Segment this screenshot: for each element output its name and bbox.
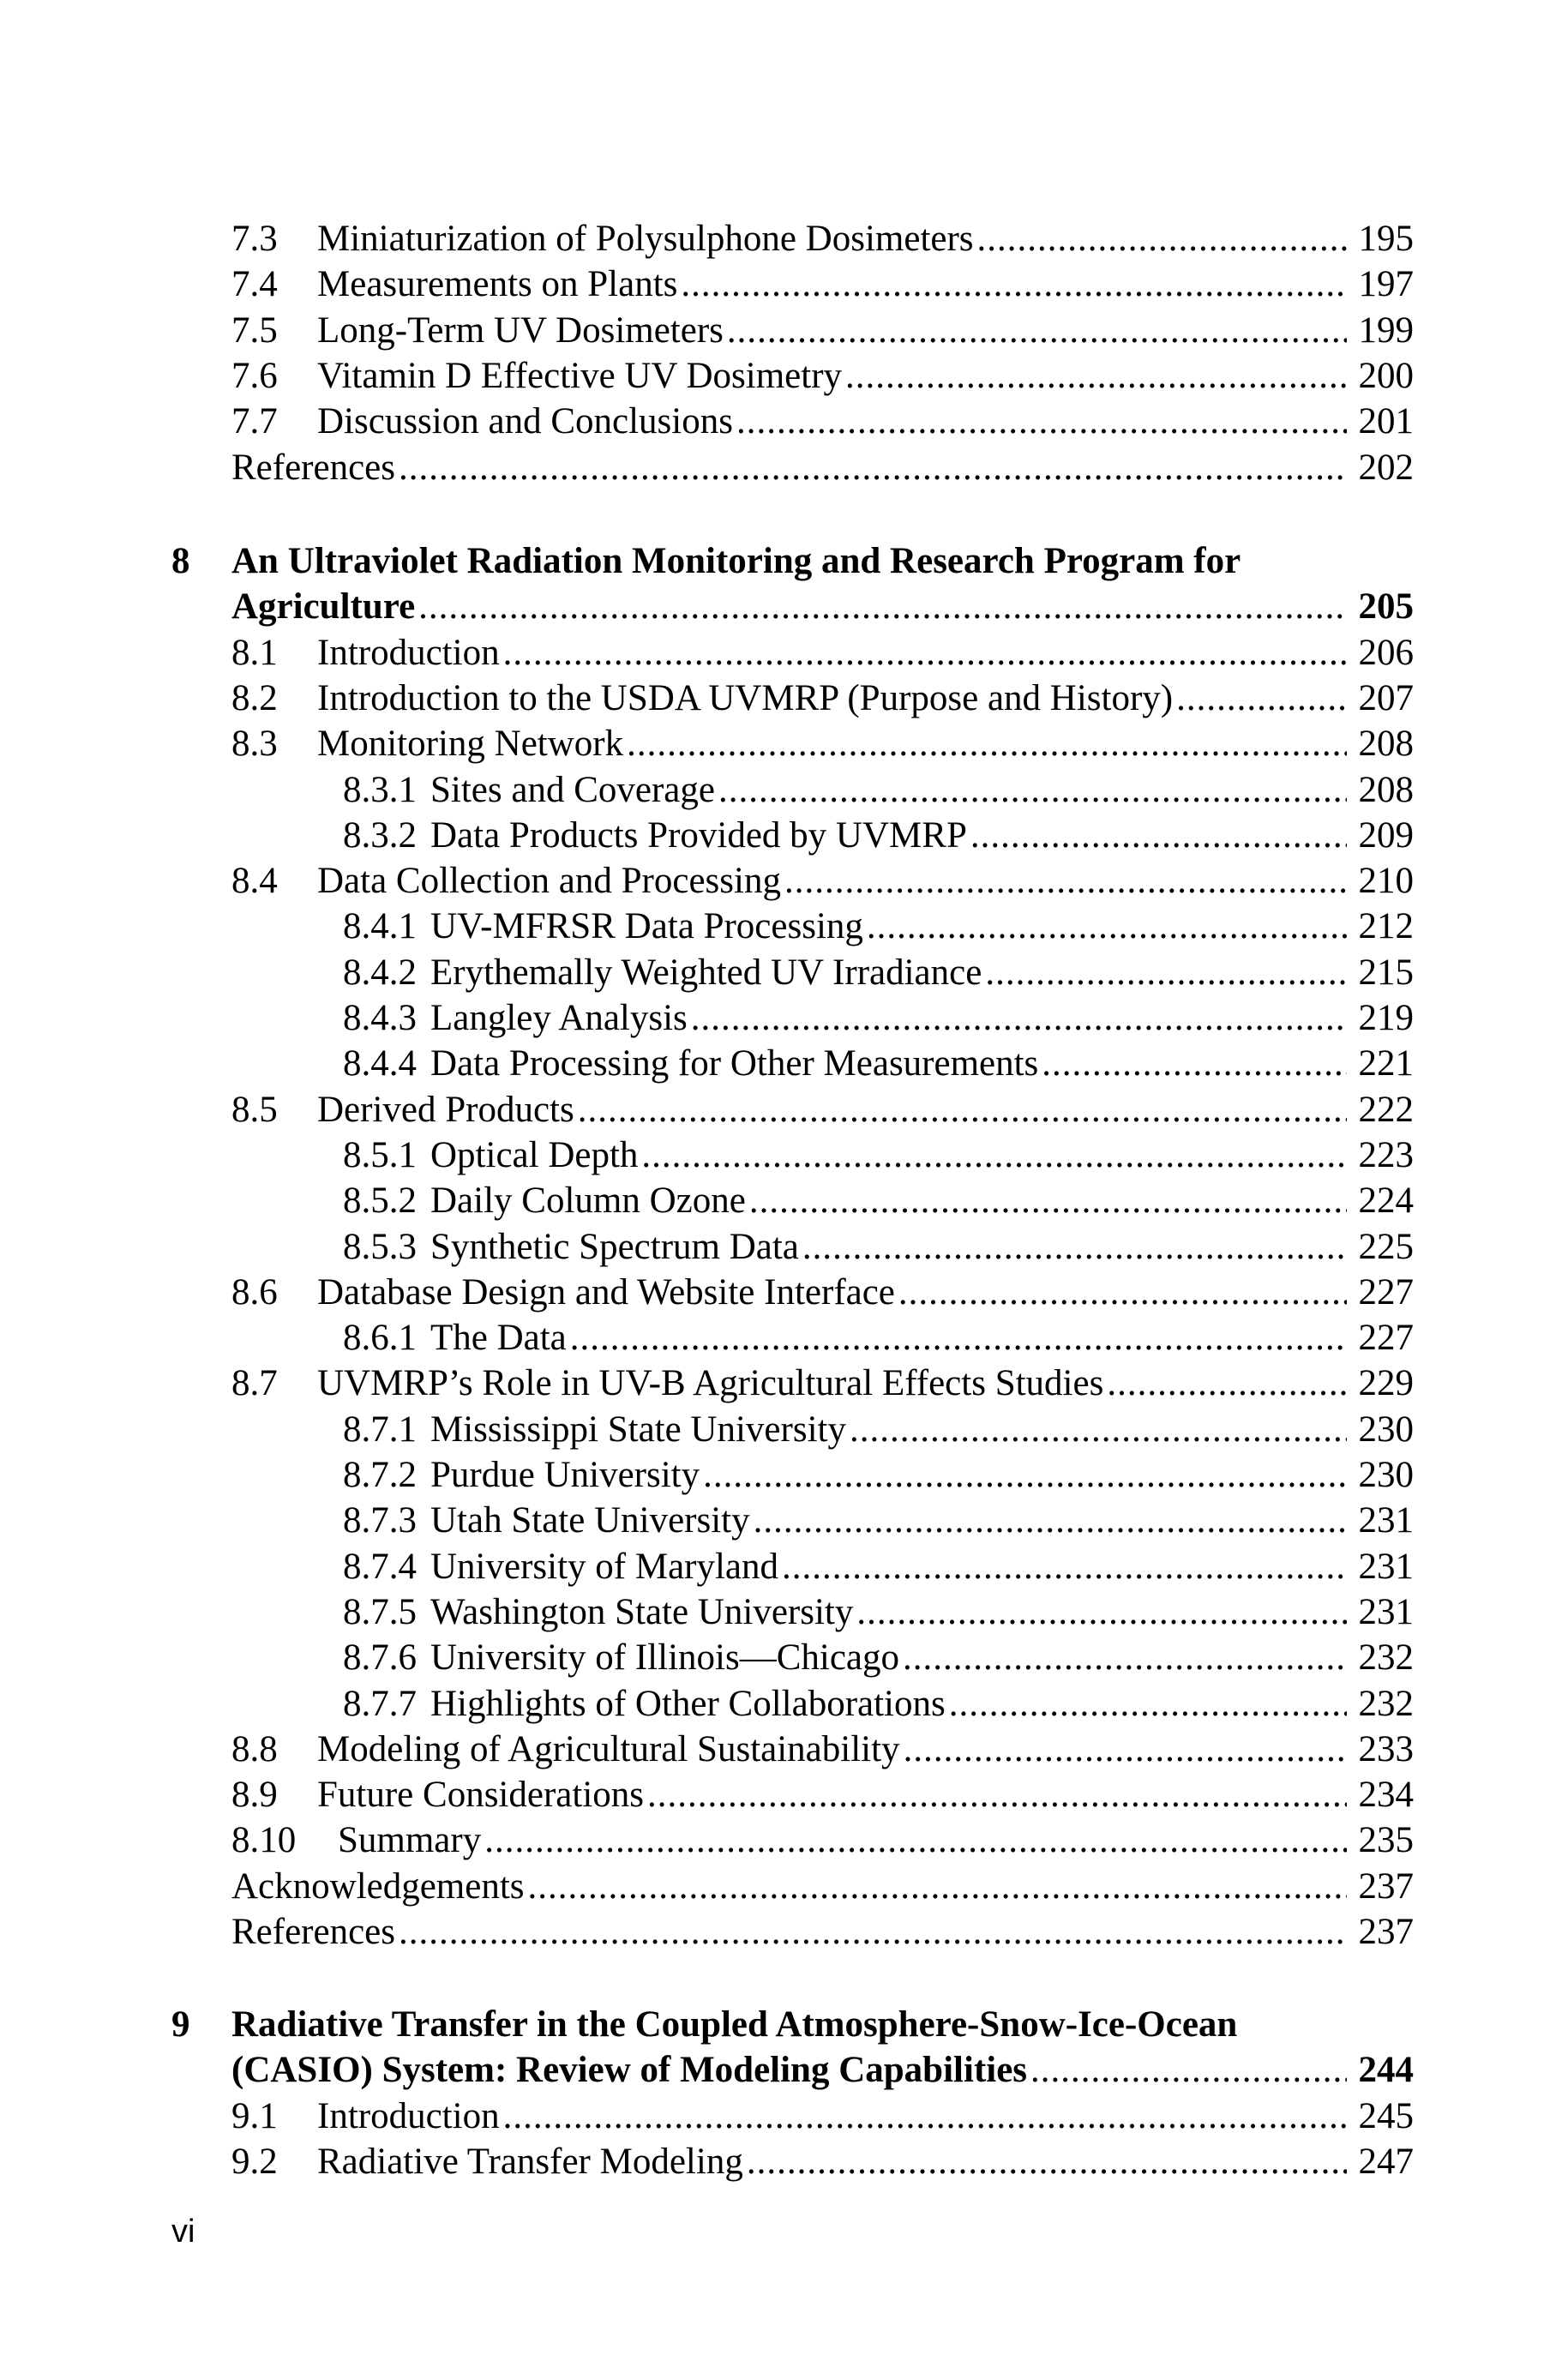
- toc-entry[interactable]: [0, 950, 1414, 995]
- dot-leader: [970, 813, 1347, 858]
- dot-leader: [784, 858, 1347, 904]
- page-ref: 234: [1358, 1775, 1414, 1816]
- toc-entry[interactable]: [0, 1589, 1414, 1635]
- page-ref: 244: [1358, 2050, 1414, 2091]
- dot-leader: [1107, 1361, 1347, 1406]
- section-number: 8.5: [231, 1089, 278, 1130]
- section-number: 8.4.1: [343, 906, 417, 947]
- section-number: 8.1: [231, 632, 278, 673]
- entry-title: UVMRP’s Role in UV-B Agricultural Effects Studies: [317, 1363, 1104, 1404]
- entry-title: Purdue University: [430, 1455, 700, 1495]
- page-ref: 197: [1358, 264, 1414, 305]
- chapter-entry[interactable]: [0, 2047, 1414, 2093]
- dot-leader: [578, 1087, 1347, 1132]
- section-number: 8.6: [231, 1271, 278, 1313]
- toc-entry[interactable]: [0, 2094, 1414, 2139]
- page-ref: 231: [1358, 1500, 1414, 1541]
- dot-leader: [1042, 1041, 1347, 1086]
- toc-entry[interactable]: [0, 1772, 1414, 1817]
- toc-entry[interactable]: [0, 1315, 1414, 1361]
- entry-title: References: [231, 447, 395, 488]
- dot-leader: [867, 904, 1347, 949]
- page-ref: 224: [1358, 1180, 1414, 1222]
- section-number: 8.7.4: [343, 1546, 417, 1587]
- toc-entry[interactable]: [0, 1361, 1414, 1406]
- toc-entry[interactable]: [0, 1635, 1414, 1680]
- section-number: 8.9: [231, 1775, 278, 1816]
- page-ref: 207: [1358, 677, 1414, 718]
- section-number: 8.7.6: [343, 1637, 417, 1679]
- toc-entry[interactable]: [0, 904, 1414, 949]
- dot-leader: [1030, 2047, 1347, 2093]
- section-number: 8.7: [231, 1363, 278, 1404]
- dot-leader: [850, 1407, 1347, 1452]
- entry-title: University of Illinois—Chicago: [430, 1637, 899, 1679]
- dot-leader: [703, 1452, 1347, 1498]
- dot-leader: [727, 308, 1347, 353]
- dot-leader: [754, 1498, 1347, 1543]
- entry-title: Washington State University: [430, 1591, 854, 1632]
- section-number: 7.5: [231, 309, 278, 351]
- dot-leader: [718, 767, 1347, 813]
- dot-leader: [528, 1864, 1347, 1909]
- page-ref: 210: [1358, 861, 1414, 902]
- dot-leader: [681, 261, 1347, 307]
- section-number: 8.4: [231, 861, 278, 902]
- page-ref: 235: [1358, 1820, 1414, 1861]
- entry-title: Database Design and Website Interface: [317, 1271, 895, 1313]
- entry-title: Vitamin D Effective UV Dosimetry: [317, 355, 843, 396]
- toc-entry[interactable]: [0, 1452, 1414, 1498]
- page-ref: 221: [1358, 1043, 1414, 1084]
- toc-entry[interactable]: [0, 813, 1414, 858]
- dot-leader: [641, 1132, 1347, 1178]
- section-number: 9.2: [231, 2141, 278, 2182]
- section-number: 8.3.2: [343, 814, 417, 856]
- entry-title: Synthetic Spectrum Data: [430, 1226, 799, 1267]
- page-ref: 230: [1358, 1409, 1414, 1450]
- section-number: 7.4: [231, 264, 278, 305]
- page-ref: 225: [1358, 1226, 1414, 1267]
- entry-title: Measurements on Plants: [317, 264, 678, 305]
- toc-entry[interactable]: [0, 1132, 1414, 1178]
- entry-title: Agriculture: [231, 586, 416, 628]
- toc-entry[interactable]: [0, 308, 1414, 353]
- page-ref: 195: [1358, 219, 1414, 259]
- section-number: 8.2: [231, 677, 278, 718]
- dot-leader: [903, 1635, 1347, 1680]
- page-ref: 231: [1358, 1546, 1414, 1587]
- section-number: 7.3: [231, 219, 278, 259]
- section-number: 7.7: [231, 401, 278, 442]
- page-ref: 199: [1358, 309, 1414, 351]
- toc-entry[interactable]: [0, 1087, 1414, 1132]
- entry-title: Optical Depth: [430, 1134, 639, 1175]
- section-number: 8.3.1: [343, 769, 417, 810]
- dot-leader: [503, 2094, 1347, 2139]
- section-number: 8.10: [231, 1820, 297, 1861]
- page-ref: 219: [1358, 998, 1414, 1038]
- toc-entry[interactable]: [0, 1544, 1414, 1589]
- entry-title: Discussion and Conclusions: [317, 401, 733, 442]
- page-ref: 201: [1358, 401, 1414, 442]
- entry-title: Highlights of Other Collaborations: [430, 1683, 946, 1724]
- toc-entry[interactable]: [0, 858, 1414, 904]
- page-ref: 215: [1358, 952, 1414, 993]
- page-ref: 233: [1358, 1728, 1414, 1769]
- toc-entry[interactable]: [0, 1224, 1414, 1270]
- page-ref: 209: [1358, 814, 1414, 856]
- entry-title: Introduction: [317, 632, 500, 673]
- toc-entry[interactable]: [0, 2139, 1414, 2184]
- toc-entry[interactable]: [0, 1909, 1414, 1955]
- page-ref: 205: [1358, 586, 1414, 628]
- section-number: 8.8: [231, 1728, 278, 1769]
- dot-leader: [647, 1772, 1347, 1817]
- section-number: 8.4.2: [343, 952, 417, 993]
- dot-leader: [736, 399, 1347, 444]
- toc-entry[interactable]: [0, 767, 1414, 813]
- page-number: vi: [171, 2214, 195, 2250]
- entry-title: Langley Analysis: [430, 998, 688, 1038]
- dot-leader: [747, 2139, 1347, 2184]
- section-number: 8.5.1: [343, 1134, 417, 1175]
- page-ref: 237: [1358, 1865, 1414, 1907]
- page-ref: 227: [1358, 1271, 1414, 1313]
- chapter-number: 8: [171, 541, 190, 581]
- toc-entry[interactable]: [0, 995, 1414, 1041]
- dot-leader: [856, 1589, 1347, 1635]
- dot-leader: [977, 216, 1347, 261]
- section-number: 8.4.4: [343, 1043, 417, 1084]
- entry-title: Monitoring Network: [317, 724, 624, 765]
- dot-leader: [1176, 676, 1347, 721]
- entry-title: (CASIO) System: Review of Modeling Capabilities: [231, 2050, 1028, 2091]
- toc-entry[interactable]: [0, 1817, 1414, 1863]
- entry-title: The Data: [430, 1318, 567, 1359]
- toc-entry[interactable]: [0, 676, 1414, 721]
- dot-leader: [570, 1315, 1347, 1361]
- chapter-entry[interactable]: [0, 584, 1414, 629]
- toc-entry[interactable]: [0, 445, 1414, 490]
- toc-entry[interactable]: [0, 1681, 1414, 1727]
- toc-entry[interactable]: [0, 1727, 1414, 1772]
- dot-leader: [484, 1817, 1347, 1863]
- toc-entry[interactable]: [0, 1178, 1414, 1223]
- page-ref: 208: [1358, 724, 1414, 765]
- dot-leader: [399, 445, 1347, 490]
- page-ref: 222: [1358, 1089, 1414, 1130]
- entry-title: UV-MFRSR Data Processing: [430, 906, 863, 947]
- toc-entry[interactable]: [0, 1498, 1414, 1543]
- section-number: 8.3: [231, 724, 278, 765]
- entry-title: Introduction: [317, 2095, 500, 2136]
- entry-title: Sites and Coverage: [430, 769, 715, 810]
- section-number: 8.4.3: [343, 998, 417, 1038]
- chapter-number: 9: [171, 2004, 190, 2045]
- entry-title: Long-Term UV Dosimeters: [317, 309, 724, 351]
- page-ref: 212: [1358, 906, 1414, 947]
- dot-leader: [782, 1544, 1347, 1589]
- page-ref: 229: [1358, 1363, 1414, 1404]
- entry-title: Erythemally Weighted UV Irradiance: [430, 952, 982, 993]
- page-ref: 200: [1358, 355, 1414, 396]
- entry-title: Acknowledgements: [231, 1865, 525, 1907]
- dot-leader: [985, 950, 1347, 995]
- toc-entry[interactable]: [0, 1407, 1414, 1452]
- toc-entry[interactable]: [0, 1270, 1414, 1315]
- toc-entry[interactable]: [0, 1864, 1414, 1909]
- dot-leader: [949, 1681, 1347, 1727]
- page-ref: 247: [1358, 2141, 1414, 2182]
- chapter-title: An Ultraviolet Radiation Monitoring and Research Program for: [231, 541, 1241, 581]
- dot-leader: [802, 1224, 1347, 1270]
- entry-title: References: [231, 1912, 395, 1952]
- toc-entry[interactable]: [0, 630, 1414, 676]
- dot-leader: [418, 584, 1347, 629]
- entry-title: Data Collection and Processing: [317, 861, 781, 902]
- section-number: 9.1: [231, 2095, 278, 2136]
- section-number: 8.7.1: [343, 1409, 417, 1450]
- entry-title: Derived Products: [317, 1089, 574, 1130]
- toc-entry[interactable]: [0, 261, 1414, 307]
- section-number: 8.7.3: [343, 1500, 417, 1541]
- entry-title: Future Considerations: [317, 1775, 644, 1816]
- page-ref: 202: [1358, 447, 1414, 488]
- entry-title: Radiative Transfer Modeling: [317, 2141, 743, 2182]
- page-ref: 237: [1358, 1912, 1414, 1952]
- toc-entry[interactable]: [0, 353, 1414, 399]
- chapter-title: Radiative Transfer in the Coupled Atmosphere-Snow-Ice-Ocean: [231, 2004, 1238, 2045]
- dot-leader: [627, 721, 1347, 766]
- toc-entry[interactable]: [0, 721, 1414, 766]
- section-number: 8.7.2: [343, 1455, 417, 1495]
- section-number: 8.5.2: [343, 1180, 417, 1222]
- entry-title: Utah State University: [430, 1500, 750, 1541]
- entry-title: Mississippi State University: [430, 1409, 846, 1450]
- dot-leader: [399, 1909, 1347, 1955]
- dot-leader: [904, 1727, 1347, 1772]
- page-ref: 230: [1358, 1455, 1414, 1495]
- entry-title: Data Processing for Other Measurements: [430, 1043, 1039, 1084]
- page-ref: 206: [1358, 632, 1414, 673]
- dot-leader: [898, 1270, 1347, 1315]
- section-number: 8.6.1: [343, 1318, 417, 1359]
- entry-title: Miniaturization of Polysulphone Dosimeters: [317, 219, 974, 259]
- toc-entry[interactable]: [0, 1041, 1414, 1086]
- section-number: 8.7.7: [343, 1683, 417, 1724]
- dot-leader: [845, 353, 1347, 399]
- page-ref: 231: [1358, 1591, 1414, 1632]
- page-ref: 227: [1358, 1318, 1414, 1359]
- page-ref: 245: [1358, 2095, 1414, 2136]
- section-number: 8.7.5: [343, 1591, 417, 1632]
- section-number: 7.6: [231, 355, 278, 396]
- entry-title: Modeling of Agricultural Sustainability: [317, 1728, 900, 1769]
- dot-leader: [691, 995, 1347, 1041]
- page-ref: 223: [1358, 1134, 1414, 1175]
- page-ref: 208: [1358, 769, 1414, 810]
- entry-title: Summary: [338, 1820, 482, 1861]
- entry-title: Daily Column Ozone: [430, 1180, 746, 1222]
- section-number: 8.5.3: [343, 1226, 417, 1267]
- page-ref: 232: [1358, 1683, 1414, 1724]
- toc-entry[interactable]: [0, 399, 1414, 444]
- dot-leader: [503, 630, 1347, 676]
- page-ref: 232: [1358, 1637, 1414, 1679]
- entry-title: Data Products Provided by UVMRP: [430, 814, 967, 856]
- toc-entry[interactable]: [0, 216, 1414, 261]
- entry-title: Introduction to the USDA UVMRP (Purpose and History): [317, 677, 1174, 718]
- dot-leader: [749, 1178, 1347, 1223]
- entry-title: University of Maryland: [430, 1546, 779, 1587]
